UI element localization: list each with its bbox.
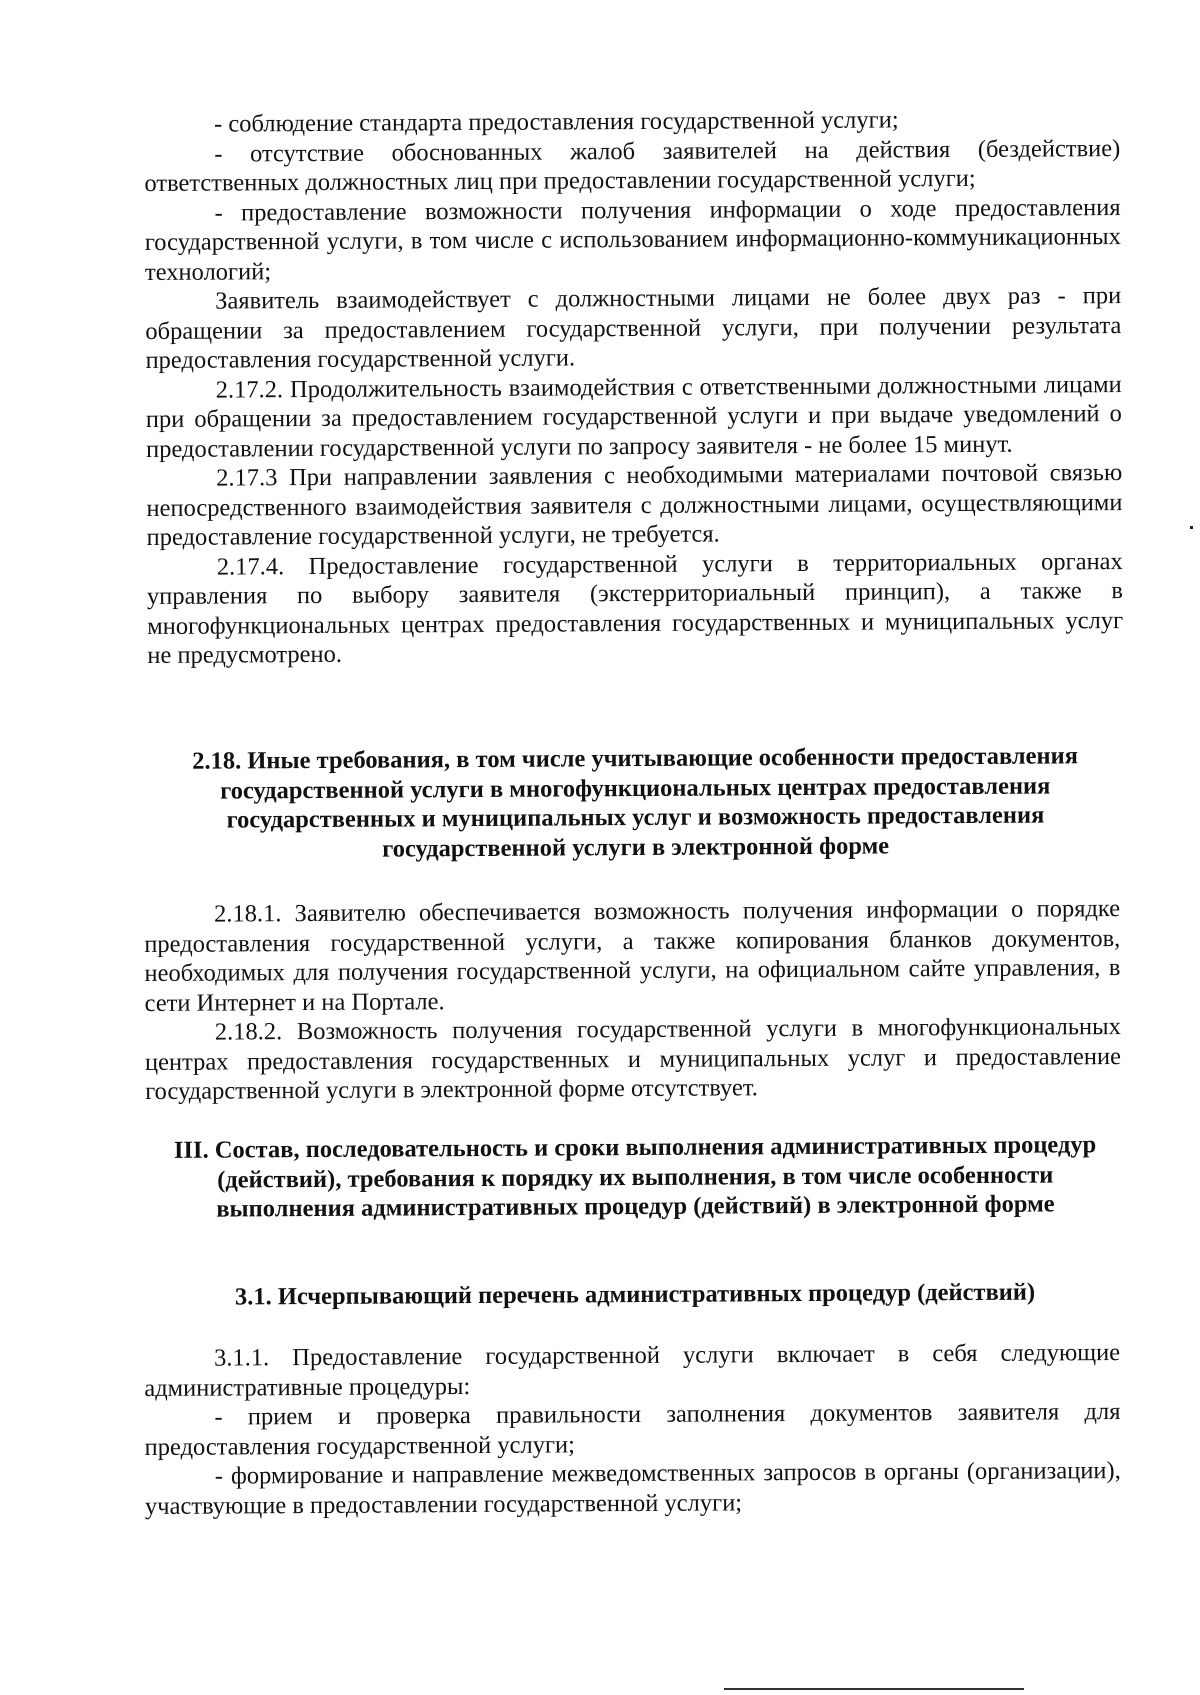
chapter-heading-iii: III. Состав, последовательность и сроки выполнения административных процедур (действий), требования к порядку их выполнения, в том числе особенности выполнения административных процедур (действий) в электронной форме — [173, 1131, 1097, 1223]
paragraph: Заявитель взаимодействует с должностными лицами не более двух раз - при обращении за предоставлением государственной услуги, при получении результата предоставления государственной услуги. — [145, 282, 1122, 374]
section-218-text — [144, 894, 1121, 1106]
paragraph: 2.17.3 При направлении заявления с необходимыми материалами почтовой связью непосредственного взаимодействия заявителя с должностными лицами, осуществляющими предоставление государственной услуги, не требуется. — [146, 459, 1123, 551]
scan-speck — [1190, 526, 1193, 529]
scan-edge-line — [724, 1688, 1024, 1690]
section-217-text — [144, 104, 1123, 670]
paragraph: - отсутствие обоснованных жалоб заявителей на действия (бездействие) ответственных должностных лиц при предоставлении государственной услуги; — [144, 134, 1121, 197]
paragraph: - формирование и направление межведомственных запросов в органы (организации), участвующие в предоставлении государственной услуги; — [144, 1457, 1121, 1520]
section-heading-218: 2.18. Иные требования, в том числе учитывающие особенности предоставления государственной услуги в многофункциональных центрах предоставления государственных и муниципальных услуг и возможность предоставления государственной услуги в электронной форме — [192, 742, 1079, 863]
paragraph: - прием и проверка правильности заполнения документов заявителя для предоставления государственной услуги; — [144, 1398, 1121, 1461]
paragraph: - соблюдение стандарта предоставления государственной услуги; — [214, 106, 899, 138]
paragraph: 2.17.2. Продолжительность взаимодействия с ответственными должностными лицами при обращении за предоставлением государственной услуги и при выдаче уведомлений о предоставлении государственной услуги по запросу заявителя - не более 15 минут. — [145, 370, 1122, 463]
section-heading-31: 3.1. Исчерпывающий перечень административных процедур (действий) — [234, 1278, 1036, 1311]
section-31-text — [144, 1338, 1121, 1521]
paragraph: 2.18.1. Заявителю обеспечивается возможность получения информации о порядке предоставления государственной услуги, а также копирования бланков документов, необходимых для получения государственной услуги, на официальном сайте управления, в сети Интернет и на Портале. — [144, 895, 1121, 1017]
paragraph: 2.18.2. Возможность получения государственной услуги в многофункциональных центрах предоставления государственных и муниципальных услуг и предоставление государственной услуги в электронной форме отсутствует. — [144, 1013, 1122, 1105]
paragraph: - предоставление возможности получения информации о ходе предоставления государственной услуги, в том числе с использованием информационно-коммуникационных технологий; — [144, 193, 1121, 286]
paragraph: 3.1.1. Предоставление государственной услуги включает в себя следующие административные процедуры: — [144, 1339, 1121, 1402]
paragraph: 2.17.4. Предоставление государственной услуги в территориальных органах управления по выбору заявителя (экстерриториальный принцип), а также в многофункциональных центрах предоставления государственных и муниципальных услуг не предусмотрено. — [146, 547, 1124, 669]
